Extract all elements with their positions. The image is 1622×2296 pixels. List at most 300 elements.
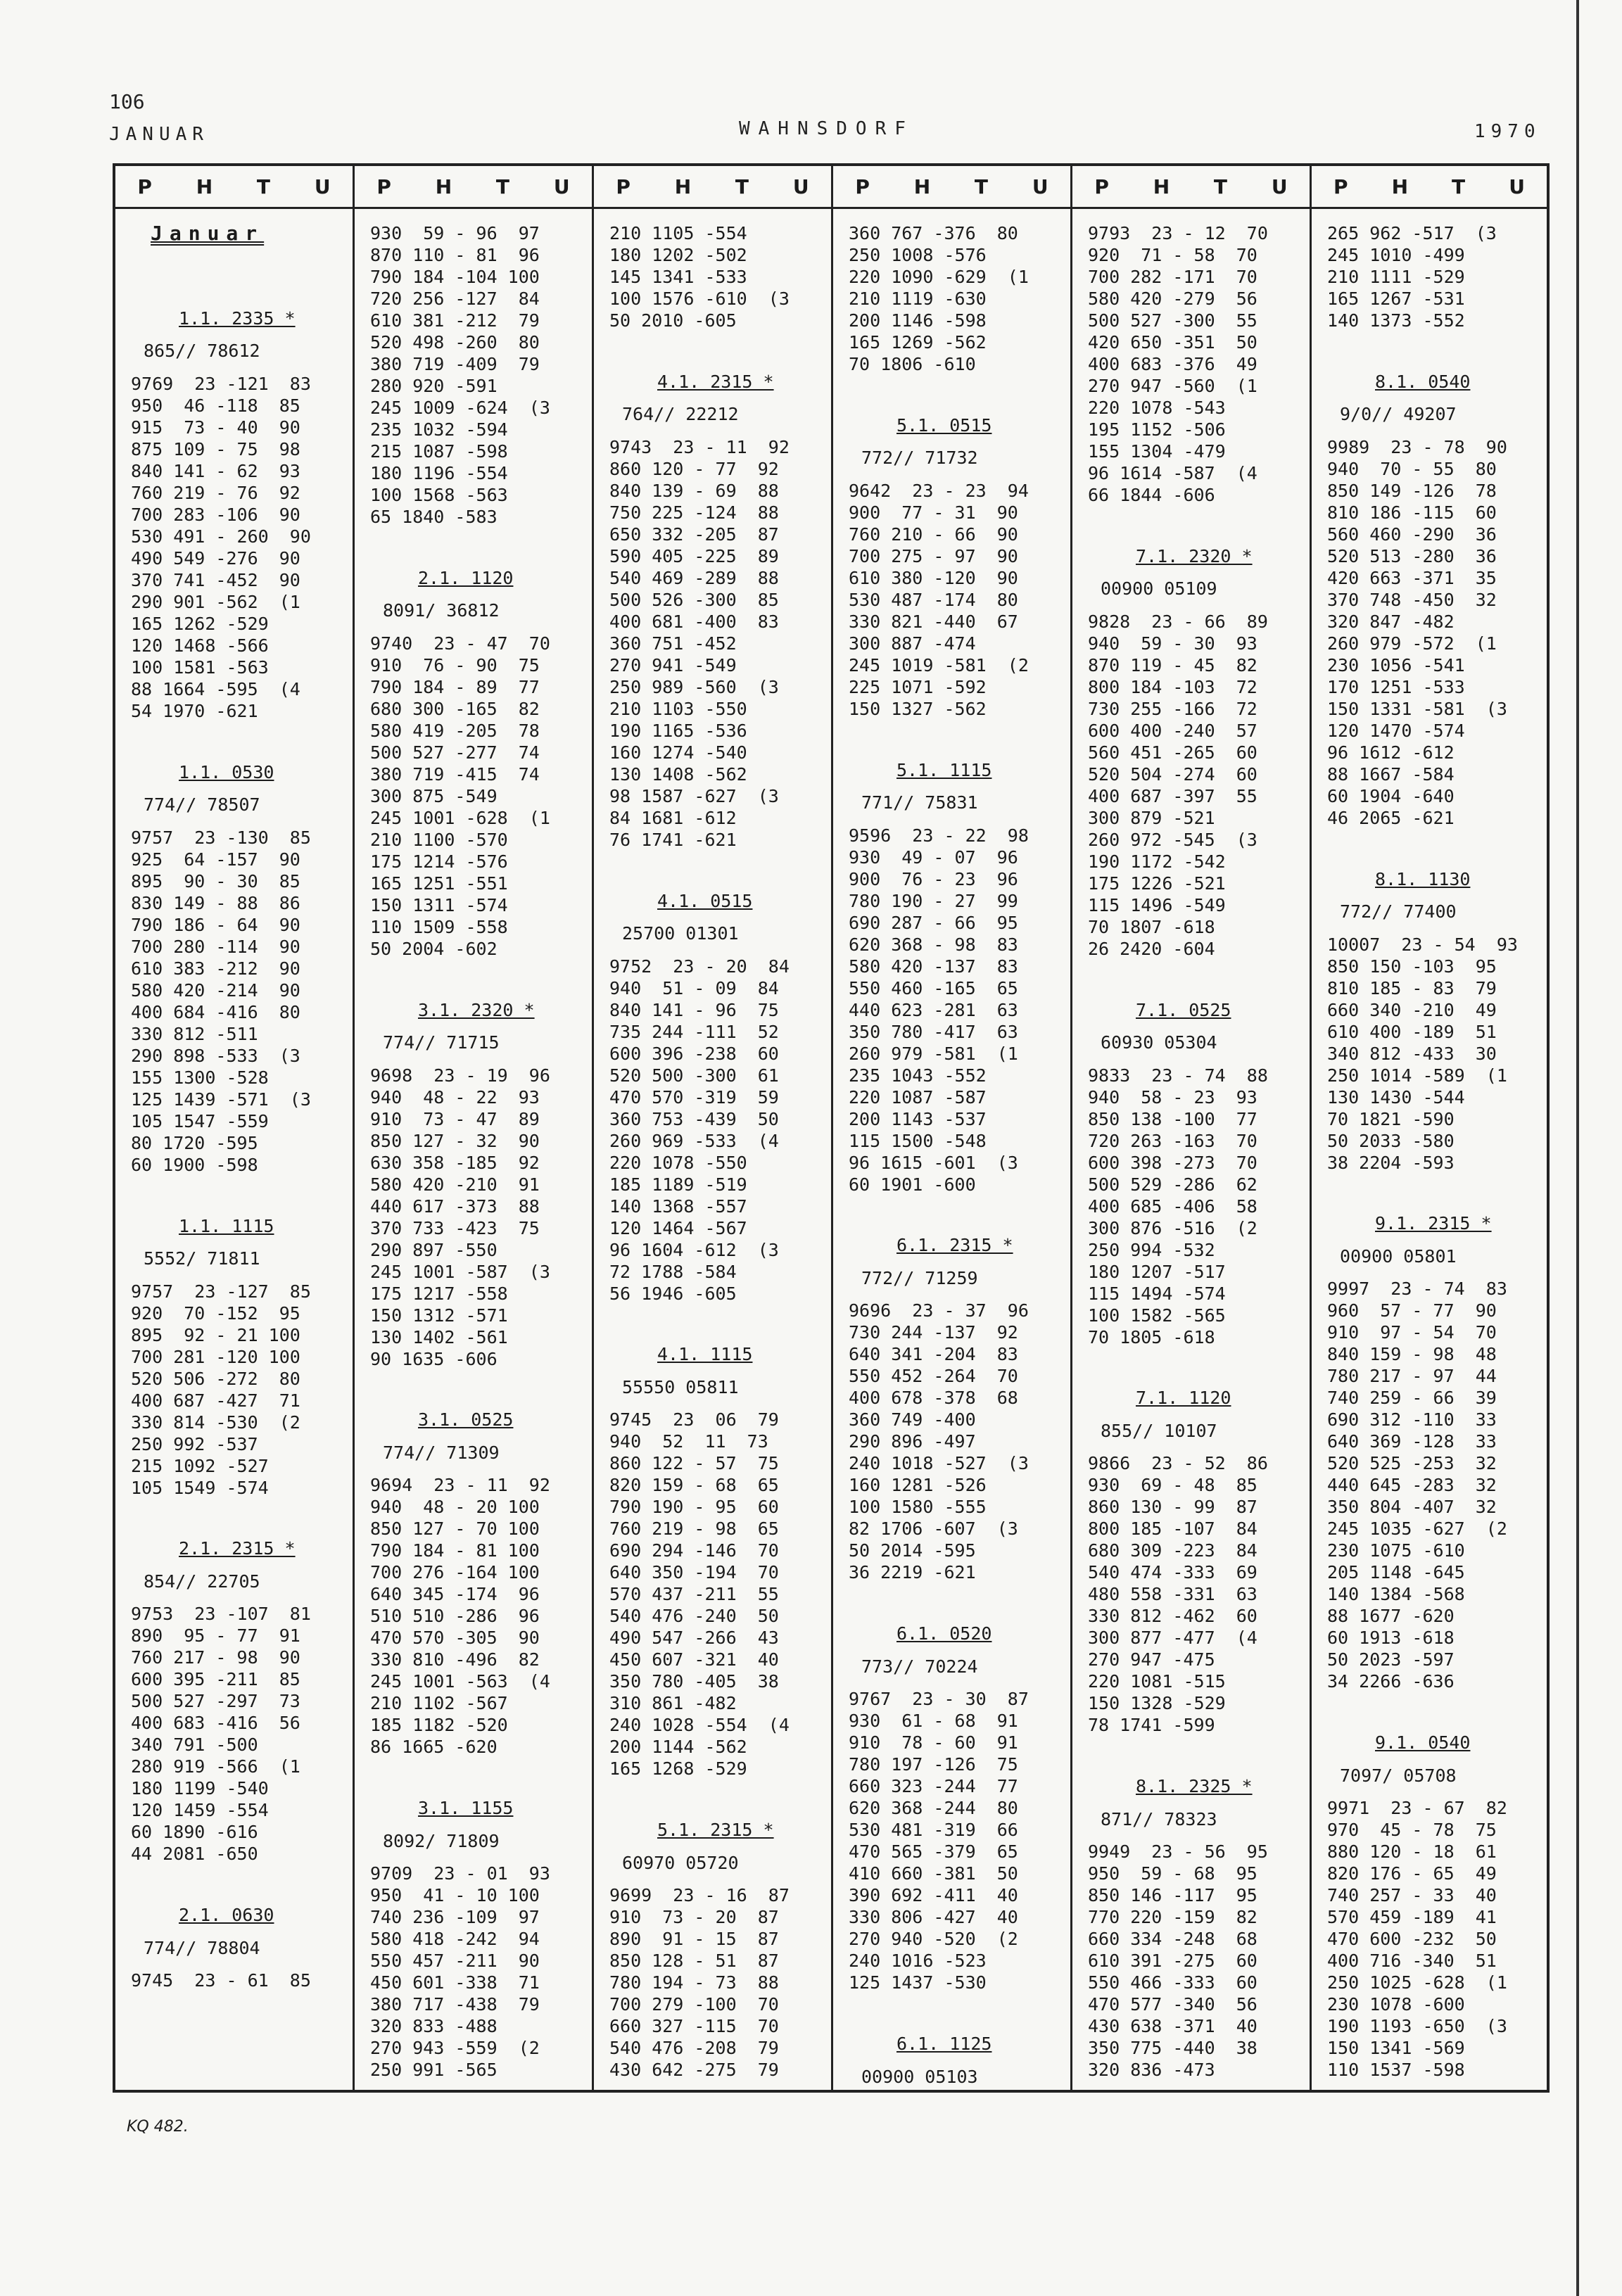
data-row: 290 901 -562 (1 [131,591,300,612]
data-row: 890 91 - 15 87 [609,1929,779,1950]
data-row: 400 681 -400 83 [609,611,779,632]
column-header-label: H [196,175,213,198]
data-row: 370 741 -452 90 [131,569,300,590]
data-row: 910 73 - 47 89 [370,1108,540,1129]
data-row: 550 466 -333 60 [1088,1972,1257,1993]
data-row: 250 991 -565 [370,2060,498,2081]
data-row: 96 1604 -612 (3 [609,1239,779,1260]
data-row: 165 1267 -531 [1327,288,1465,309]
data-row: 580 420 -137 83 [849,956,1018,977]
data-row: 90 1635 -606 [370,1348,498,1369]
data-row: 210 1102 -567 [370,1693,508,1714]
data-row: 360 749 -400 [849,1409,976,1431]
data-row: 500 527 -277 74 [370,742,540,763]
data-row: 600 395 -211 85 [131,1669,300,1690]
data-row: 800 185 -107 84 [1088,1518,1257,1540]
data-row: 400 687 -427 71 [131,1390,300,1411]
observation-code: 774// 78804 [144,1937,260,1958]
data-row: 810 185 - 83 79 [1327,977,1497,998]
data-row: 400 687 -397 55 [1088,785,1257,806]
data-row: 920 71 - 58 70 [1088,245,1257,265]
header-month: JANUAR [109,124,209,145]
data-row: 250 989 -560 (3 [609,676,779,697]
data-row: 800 184 -103 72 [1088,676,1257,697]
data-row: 9767 23 - 30 87 [849,1689,1029,1710]
data-row: 210 1105 -554 [609,223,747,243]
data-row: 850 150 -103 95 [1327,956,1497,977]
data-row: 760 217 - 98 90 [131,1647,300,1668]
data-row: 235 1043 -552 [849,1065,987,1086]
data-row: 895 92 - 21 100 [131,1324,300,1345]
data-row: 400 683 -376 49 [1088,354,1257,374]
data-row: 70 1806 -610 [849,354,976,374]
observation-heading: 4.1. 0515 [657,890,753,911]
data-row: 100 1576 -610 (3 [609,288,790,309]
data-row: 780 194 - 73 88 [609,1972,779,1993]
observation-code: 25700 01301 [622,923,739,944]
observation-code: 772// 71732 [861,448,978,469]
table-column [833,166,1072,2090]
data-row: 900 76 - 23 96 [849,868,1018,889]
data-row: 215 1092 -527 [131,1455,269,1476]
column-header-label: P [1094,175,1109,198]
data-row: 370 733 -423 75 [370,1217,540,1238]
data-row: 790 184 - 89 77 [370,676,540,697]
data-row: 96 1615 -601 (3 [849,1152,1018,1173]
data-row: 60 1904 -640 [1327,785,1455,806]
data-row: 470 577 -340 56 [1088,1994,1257,2015]
data-row: 930 49 - 07 96 [849,846,1018,868]
data-row: 915 73 - 40 90 [131,417,300,438]
data-row: 190 1172 -542 [1088,851,1226,872]
data-row: 940 51 - 09 84 [609,977,779,998]
data-row: 340 791 -500 [131,1734,258,1756]
data-row: 700 283 -106 90 [131,504,300,525]
data-row: 9745 23 06 79 [609,1409,779,1431]
data-row: 600 398 -273 70 [1088,1152,1257,1173]
observation-heading: 1.1. 1115 [179,1215,274,1236]
data-row: 350 775 -440 38 [1088,2038,1257,2059]
data-row: 60 1901 -600 [849,1174,976,1195]
observation-heading: 4.1. 1115 [657,1344,753,1365]
data-row: 620 368 -244 80 [849,1798,1018,1819]
data-row: 330 821 -440 67 [849,611,1018,632]
data-row: 9696 23 - 37 96 [849,1300,1029,1321]
data-row: 660 334 -248 68 [1088,1929,1257,1950]
data-row: 895 90 - 30 85 [131,870,300,892]
data-row: 490 547 -266 43 [609,1628,779,1649]
data-row: 300 877 -477 (4 [1088,1628,1257,1649]
data-row: 105 1549 -574 [131,1477,269,1498]
data-row: 50 2023 -597 [1327,1649,1455,1670]
data-row: 690 294 -146 70 [609,1540,779,1561]
data-row: 910 78 - 60 91 [849,1732,1018,1753]
data-row: 195 1152 -506 [1088,419,1226,440]
data-row: 70 1821 -590 [1327,1108,1455,1129]
observation-code: 764// 22212 [622,404,739,425]
data-row: 570 437 -211 55 [609,1584,779,1605]
data-row: 640 345 -174 96 [370,1584,540,1605]
column-header-label: P [1333,175,1348,198]
data-row: 360 753 -439 50 [609,1108,779,1129]
data-row: 150 1327 -562 [849,698,987,719]
data-row: 210 1100 -570 [370,829,508,850]
data-row: 9698 23 - 19 96 [370,1065,550,1086]
data-row: 245 1001 -587 (3 [370,1261,550,1282]
data-row: 9793 23 - 12 70 [1088,223,1268,243]
data-row: 370 748 -450 32 [1327,589,1497,610]
column-header-label: U [1032,175,1048,198]
data-row: 130 1408 -562 [609,763,747,785]
data-row: 480 558 -331 63 [1088,1584,1257,1605]
data-row: 770 220 -159 82 [1088,1907,1257,1928]
data-row: 740 257 - 33 40 [1327,1885,1497,1906]
data-row: 580 419 -205 78 [370,720,540,741]
data-row: 850 149 -126 78 [1327,480,1497,501]
observation-code: 7097/ 05708 [1340,1765,1457,1786]
data-row: 9833 23 - 74 88 [1088,1065,1268,1086]
data-row: 100 1581 -563 [131,657,269,678]
data-row: 520 513 -280 36 [1327,545,1497,566]
data-row: 860 122 - 57 75 [609,1453,779,1474]
observation-heading: 8.1. 1130 [1375,868,1471,889]
data-row: 830 149 - 88 86 [131,892,300,913]
data-row: 205 1148 -645 [1327,1562,1465,1583]
column-header-label: H [1153,175,1170,198]
data-row: 400 678 -378 68 [849,1388,1018,1409]
data-row: 165 1251 -551 [370,873,508,894]
data-row: 240 1016 -523 [849,1951,987,1972]
data-row: 65 1840 -583 [370,507,498,527]
observation-code: 55550 05811 [622,1376,739,1397]
data-row: 790 186 - 64 90 [131,914,300,935]
data-row: 530 481 -319 66 [849,1820,1018,1841]
observation-code: 773// 70224 [861,1656,978,1677]
data-row: 235 1032 -594 [370,419,508,440]
observation-code: 8092/ 71809 [383,1830,500,1851]
column-header-label: T [495,175,510,198]
data-row: 580 418 -242 94 [370,1929,540,1950]
data-row: 26 2420 -604 [1088,938,1215,959]
data-row: 910 97 - 54 70 [1327,1322,1497,1343]
data-row: 105 1547 -559 [131,1110,269,1131]
data-row: 925 64 -157 90 [131,849,300,870]
data-row: 930 59 - 96 97 [370,223,540,243]
data-row: 350 804 -407 32 [1327,1497,1497,1518]
data-row: 270 940 -520 (2 [849,1929,1018,1950]
data-row: 840 141 - 96 75 [609,999,779,1020]
data-row: 9949 23 - 56 95 [1088,1841,1268,1863]
data-row: 9866 23 - 52 86 [1088,1453,1268,1474]
data-row: 580 420 -210 91 [370,1174,540,1195]
data-row: 220 1078 -543 [1088,398,1226,418]
data-row: 44 2081 -650 [131,1844,258,1865]
observation-heading: 3.1. 2320 * [418,999,535,1020]
data-row: 340 812 -433 30 [1327,1043,1497,1064]
data-row: 130 1402 -561 [370,1326,508,1347]
data-row: 260 969 -533 (4 [609,1130,779,1151]
data-row: 790 190 - 95 60 [609,1497,779,1518]
data-row: 930 61 - 68 91 [849,1711,1018,1732]
observation-heading: 1.1. 2335 * [179,307,296,329]
data-row: 520 500 -300 61 [609,1065,779,1086]
data-row: 245 1001 -563 (4 [370,1671,550,1692]
observation-heading: 6.1. 1125 [896,2034,992,2054]
data-row: 560 460 -290 36 [1327,524,1497,545]
data-row: 660 340 -210 49 [1327,999,1497,1020]
data-row: 165 1262 -529 [131,613,269,634]
observation-heading: 8.1. 0540 [1375,371,1471,392]
data-row: 280 919 -566 (1 [131,1756,300,1777]
data-row: 440 623 -281 63 [849,999,1018,1020]
data-row: 155 1304 -479 [1088,441,1226,462]
data-row: 350 780 -417 63 [849,1021,1018,1042]
data-row: 750 225 -124 88 [609,502,779,523]
data-row: 450 601 -338 71 [370,1972,540,1993]
data-row: 9642 23 - 23 94 [849,480,1029,501]
data-row: 88 1667 -584 [1327,763,1455,785]
data-row: 175 1226 -521 [1088,873,1226,894]
data-row: 220 1087 -587 [849,1086,987,1108]
data-row: 9769 23 -121 83 [131,373,311,394]
data-row: 790 184 - 81 100 [370,1540,540,1561]
column-header-label: T [974,175,989,198]
data-row: 300 887 -474 [849,633,976,654]
observation-heading: 9.1. 2315 * [1375,1213,1492,1234]
data-row: 210 1119 -630 [849,288,987,309]
data-row: 270 943 -559 (2 [370,2038,540,2059]
data-row: 940 58 - 23 93 [1088,1086,1257,1108]
data-row: 850 127 - 32 90 [370,1130,540,1151]
data-row: 84 1681 -612 [609,807,737,828]
data-row: 140 1368 -557 [609,1195,747,1217]
data-row: 690 287 - 66 95 [849,912,1018,933]
data-row: 540 476 -208 79 [609,2038,779,2059]
data-row: 115 1494 -574 [1088,1283,1226,1304]
data-row: 610 383 -212 90 [131,958,300,979]
column-header [1312,166,1547,209]
data-row: 640 369 -128 33 [1327,1431,1497,1452]
data-row: 230 1056 -541 [1327,654,1465,676]
data-row: 440 617 -373 88 [370,1195,540,1217]
data-row: 540 469 -289 88 [609,567,779,588]
data-row: 690 312 -110 33 [1327,1409,1497,1431]
data-row: 9997 23 - 74 83 [1327,1279,1507,1300]
observation-code: 774// 71309 [383,1442,500,1463]
data-row: 100 1568 -563 [370,485,508,505]
data-row: 115 1496 -549 [1088,894,1226,915]
data-row: 150 1331 -581 (3 [1327,698,1507,719]
data-row: 540 476 -240 50 [609,1606,779,1627]
form-code: KQ 482. [127,2118,189,2136]
header-year: 1970 [1474,121,1541,142]
observation-heading: 5.1. 0515 [896,414,992,436]
data-row: 34 2266 -636 [1327,1671,1455,1692]
column-header-label: T [735,175,749,198]
observation-code: 5552/ 71811 [144,1248,260,1269]
data-row: 290 897 -550 [370,1239,498,1260]
data-row: 700 282 -171 70 [1088,267,1257,287]
column-header-label: P [616,175,631,198]
data-row: 720 263 -163 70 [1088,1130,1257,1151]
data-row: 310 861 -482 [609,1693,737,1714]
data-row: 410 660 -381 50 [849,1863,1018,1884]
data-row: 160 1274 -540 [609,742,747,763]
data-row: 530 491 - 260 90 [131,526,311,547]
column-header-label: P [137,175,152,198]
table-column [594,166,833,2090]
column-header [594,166,831,209]
data-row: 940 48 - 22 93 [370,1086,540,1108]
data-row: 290 898 -533 (3 [131,1045,300,1066]
column-header-label: H [435,175,452,198]
data-row: 650 332 -205 87 [609,524,779,545]
data-row: 380 719 -409 79 [370,354,540,374]
data-row: 620 368 - 98 83 [849,934,1018,955]
data-row: 290 896 -497 [849,1431,976,1452]
data-row: 740 259 - 66 39 [1327,1388,1497,1409]
data-row: 155 1300 -528 [131,1067,269,1088]
data-row: 96 1612 -612 [1327,742,1455,763]
data-row: 9757 23 -130 85 [131,827,311,848]
observation-heading: 5.1. 2315 * [657,1820,774,1841]
data-row: 330 806 -427 40 [849,1907,1018,1928]
data-row: 70 1805 -618 [1088,1326,1215,1347]
data-row: 760 210 - 66 90 [849,524,1018,545]
column-header [115,166,353,209]
data-row: 850 138 -100 77 [1088,1108,1257,1129]
data-row: 240 1018 -527 (3 [849,1453,1029,1474]
data-row: 570 459 -189 41 [1327,1907,1497,1928]
observation-code: 854// 22705 [144,1571,260,1592]
data-row: 9752 23 - 20 84 [609,956,790,977]
data-row: 165 1269 -562 [849,332,987,353]
data-row: 720 256 -127 84 [370,288,540,309]
data-row: 950 41 - 10 100 [370,1885,540,1906]
table-column [1312,166,1547,2090]
data-row: 9971 23 - 67 82 [1327,1798,1507,1819]
data-row: 10007 23 - 54 93 [1327,934,1518,955]
data-row: 9753 23 -107 81 [131,1604,311,1625]
data-row: 500 527 -297 73 [131,1691,300,1712]
data-row: 590 405 -225 89 [609,545,779,566]
data-row: 940 48 - 20 100 [370,1497,540,1518]
data-row: 110 1537 -598 [1327,2060,1465,2081]
data-row: 245 1001 -628 (1 [370,807,550,828]
data-row: 115 1500 -548 [849,1130,987,1151]
data-row: 100 1582 -565 [1088,1305,1226,1326]
data-row: 520 525 -253 32 [1327,1453,1497,1474]
data-row: 185 1182 -520 [370,1715,508,1736]
observation-heading: 7.1. 1120 [1136,1388,1231,1409]
data-row: 130 1430 -544 [1327,1086,1465,1108]
data-row: 330 810 -496 82 [370,1649,540,1670]
data-row: 550 457 -211 90 [370,1951,540,1972]
data-row: 300 879 -521 [1088,807,1215,828]
data-row: 270 947 -475 [1088,1649,1215,1670]
data-row: 450 607 -321 40 [609,1649,779,1670]
data-row: 910 73 - 20 87 [609,1907,779,1928]
data-row: 110 1509 -558 [370,916,508,937]
column-header [355,166,592,209]
data-row: 540 474 -333 69 [1088,1562,1257,1583]
data-row: 380 719 -415 74 [370,763,540,785]
data-row: 700 276 -164 100 [370,1562,540,1583]
data-row: 820 159 - 68 65 [609,1475,779,1496]
observation-heading: 8.1. 2325 * [1136,1776,1253,1797]
data-row: 330 814 -530 (2 [131,1412,300,1433]
column-header-label: H [1391,175,1409,198]
column-header-label: H [913,175,931,198]
observation-heading: 1.1. 0530 [179,761,274,782]
data-row: 890 95 - 77 91 [131,1625,300,1647]
observation-heading: 3.1. 1155 [418,1798,514,1819]
data-row: 165 1268 -529 [609,1758,747,1780]
column-header-label: H [674,175,692,198]
observation-heading: 7.1. 2320 * [1136,545,1253,566]
data-row: 600 396 -238 60 [609,1043,779,1064]
data-row: 875 109 - 75 98 [131,438,300,459]
data-row: 270 941 -549 [609,654,737,676]
data-row: 470 570 -305 90 [370,1628,540,1649]
data-row: 550 460 -165 65 [849,977,1018,998]
data-row: 940 59 - 30 93 [1088,633,1257,654]
month-heading: Januar [151,222,265,245]
data-row: 970 45 - 78 75 [1327,1820,1497,1841]
data-row: 215 1087 -598 [370,441,508,462]
data-row: 440 645 -283 32 [1327,1475,1497,1496]
column-header-label: T [1213,175,1228,198]
data-row: 610 391 -275 60 [1088,1951,1257,1972]
data-row: 200 1143 -537 [849,1108,987,1129]
data-row: 840 139 - 69 88 [609,480,779,501]
data-row: 245 1019 -581 (2 [849,654,1029,676]
data-row: 360 751 -452 [609,633,737,654]
observation-code: 772// 77400 [1340,901,1457,922]
data-row: 120 1468 -566 [131,635,269,656]
data-row: 660 323 -244 77 [849,1776,1018,1797]
data-row: 38 2204 -593 [1327,1152,1455,1173]
data-row: 910 76 - 90 75 [370,654,540,676]
data-row: 860 120 - 77 92 [609,458,779,479]
data-row: 98 1587 -627 (3 [609,785,779,806]
data-row: 150 1328 -529 [1088,1693,1226,1714]
column-header-label: U [553,175,570,198]
data-row: 125 1439 -571 (3 [131,1089,311,1110]
data-row: 880 120 - 18 61 [1327,1841,1497,1863]
data-row: 150 1312 -571 [370,1305,508,1326]
data-row: 320 833 -488 [370,2016,498,2037]
data-row: 400 683 -416 56 [131,1713,300,1734]
data-row: 680 300 -165 82 [370,698,540,719]
header-station: WAHNSDORF [739,118,914,139]
data-row: 70 1807 -618 [1088,916,1215,937]
data-row: 500 526 -300 85 [609,589,779,610]
data-row: 320 836 -473 [1088,2060,1215,2081]
data-row: 80 1720 -595 [131,1132,258,1153]
observation-code: 771// 75831 [861,792,978,813]
data-row: 330 812 -511 [131,1023,258,1044]
data-row: 180 1199 -540 [131,1778,269,1799]
data-row: 88 1677 -620 [1327,1606,1455,1627]
data-row: 78 1741 -599 [1088,1715,1215,1736]
table-column [1072,166,1312,2090]
observation-code: 00900 05801 [1340,1245,1457,1267]
observation-code: 774// 71715 [383,1032,500,1053]
data-row: 350 780 -405 38 [609,1671,779,1692]
data-row: 9745 23 - 61 85 [131,1970,311,1991]
observation-heading: 6.1. 2315 * [896,1235,1013,1256]
